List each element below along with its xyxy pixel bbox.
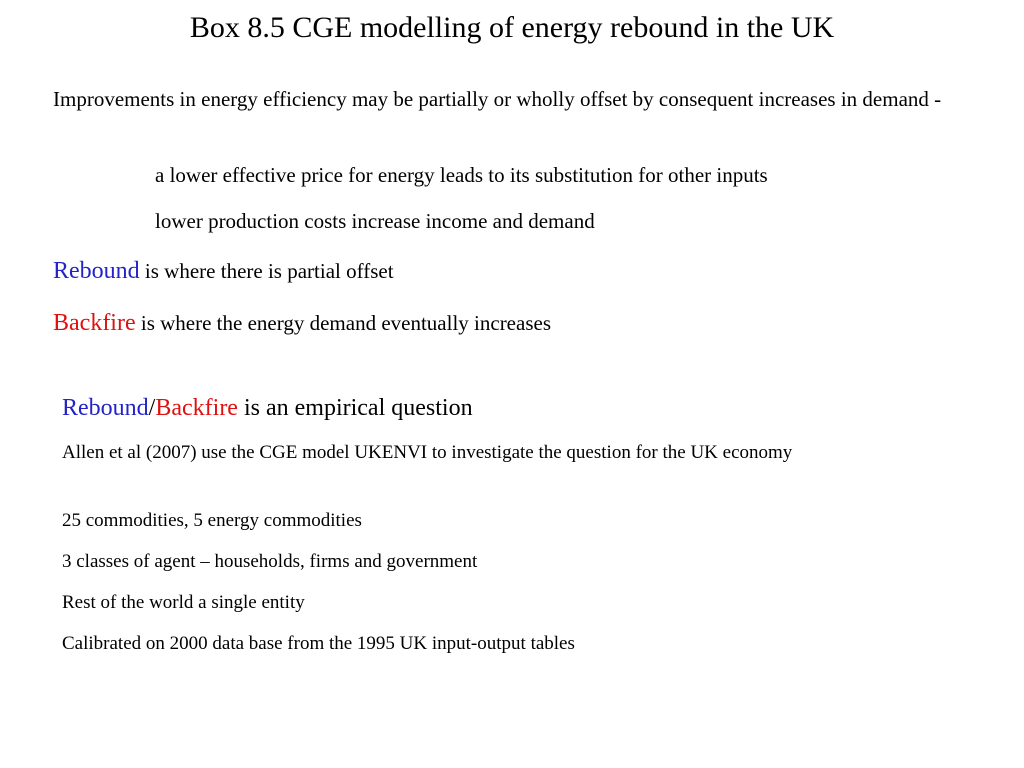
definition-rebound	[53, 255, 394, 287]
sub-point-income: lower production costs increase income and demand	[155, 209, 595, 233]
heading-slash: /	[148, 395, 156, 421]
heading-rest: is an empirical question	[237, 395, 473, 421]
term-rebound: Rebound	[53, 258, 140, 284]
heading-term-backfire: Backfire	[155, 395, 238, 421]
sub-point-substitution: a lower effective price for energy leads to its substitution for other inputs	[155, 163, 768, 187]
paragraph-commodities: 25 commodities, 5 energy commodities	[62, 510, 362, 531]
definition-rebound-text: is where there is partial offset	[139, 259, 394, 283]
paragraph-calibration: Calibrated on 2000 data base from the 1995 UK input-output tables	[62, 633, 575, 654]
paragraph-rest-of-world: Rest of the world a single entity	[62, 592, 305, 613]
paragraph-allen: Allen et al (2007) use the CGE model UKENVI to investigate the question for the UK economy	[62, 442, 793, 463]
paragraph-agents: 3 classes of agent – households, firms and government	[62, 551, 478, 572]
definition-backfire-text: is where the energy demand eventually increases	[135, 311, 551, 335]
definition-backfire	[53, 307, 551, 339]
slide-title: Box 8.5 CGE modelling of energy rebound in the UK	[189, 11, 835, 44]
term-backfire: Backfire	[53, 310, 136, 336]
heading-term-rebound: Rebound	[62, 395, 149, 421]
section-heading-empirical	[62, 392, 473, 424]
intro-paragraph: Improvements in energy efficiency may be partially or wholly offset by consequent increases in demand -	[53, 87, 942, 111]
